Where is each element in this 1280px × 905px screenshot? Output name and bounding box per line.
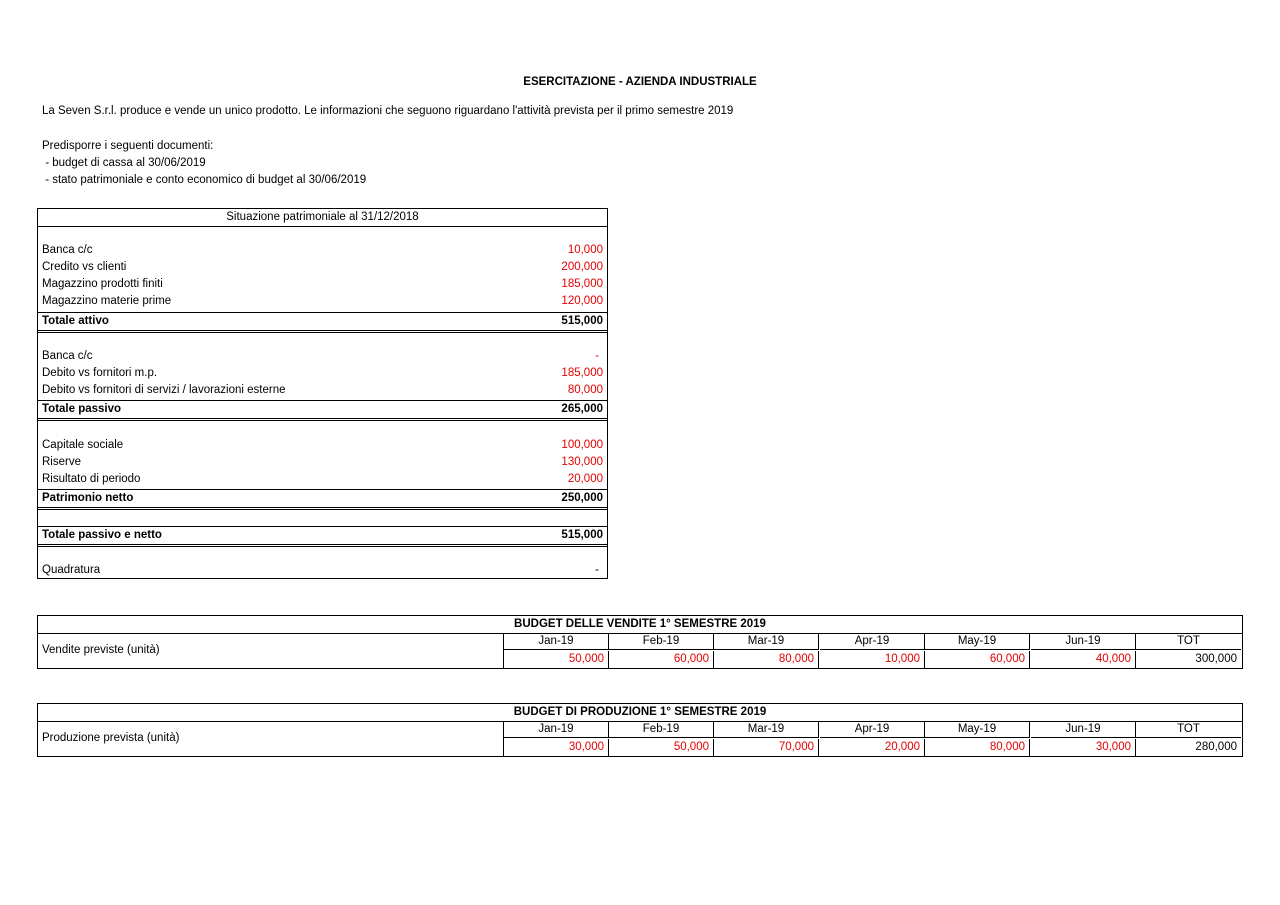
- month-header: Mar-19: [714, 721, 819, 738]
- month-header: Feb-19: [609, 633, 714, 650]
- production-budget-table: [37, 703, 1243, 757]
- row-label: Banca c/c: [42, 350, 93, 362]
- total-row: [38, 489, 607, 510]
- total-header: TOT: [1136, 633, 1241, 650]
- table-row: [38, 259, 607, 276]
- month-value: 30,000: [1031, 739, 1136, 756]
- row-value: 515,000: [561, 529, 603, 541]
- table-row: [38, 382, 607, 399]
- table-row: [38, 437, 607, 454]
- row-value: 20,000: [567, 473, 603, 485]
- month-value: 50,000: [504, 651, 609, 668]
- balance-sheet-header: Situazione patrimoniale al 31/12/2018: [38, 209, 607, 227]
- row-value: 265,000: [561, 403, 603, 415]
- row-value: 185,000: [561, 278, 603, 290]
- row-label: Debito vs fornitori di servizi / lavorazioni esterne: [42, 384, 286, 396]
- table-row: [38, 562, 607, 579]
- table-row: [38, 348, 607, 365]
- month-value: 40,000: [1031, 651, 1136, 668]
- month-header: Jun-19: [1031, 721, 1136, 738]
- total-row: [38, 400, 607, 421]
- month-value: 50,000: [609, 739, 714, 756]
- table-row: [38, 365, 607, 382]
- row-label: Banca c/c: [42, 244, 93, 256]
- month-value: 70,000: [714, 739, 819, 756]
- month-value: 20,000: [820, 739, 925, 756]
- row-value: 250,000: [561, 492, 603, 504]
- table-row: [38, 471, 607, 488]
- sales-budget-header: BUDGET DELLE VENDITE 1° SEMESTRE 2019: [38, 616, 1242, 634]
- row-label: Magazzino prodotti finiti: [42, 278, 163, 290]
- month-header: Mar-19: [714, 633, 819, 650]
- table-row: [38, 454, 607, 471]
- row-value: 80,000: [567, 384, 603, 396]
- page-title: ESERCITAZIONE - AZIENDA INDUSTRIALE: [523, 76, 757, 88]
- table-row: [38, 242, 607, 259]
- total-value: 280,000: [1195, 741, 1237, 753]
- instructions-heading: Predisporre i seguenti documenti:: [42, 140, 214, 152]
- instruction-item: - budget di cassa al 30/06/2019: [42, 157, 206, 169]
- month-header: Apr-19: [820, 721, 925, 738]
- month-header: May-19: [925, 721, 1030, 738]
- row-label: Totale passivo e netto: [42, 529, 162, 541]
- row-label: Capitale sociale: [42, 439, 124, 451]
- total-row: [38, 526, 607, 547]
- month-header: Jan-19: [504, 721, 609, 738]
- row-label: Risultato di periodo: [42, 473, 141, 485]
- row-label: Debito vs fornitori m.p.: [42, 367, 158, 379]
- month-header: Jan-19: [504, 633, 609, 650]
- row-value: 185,000: [561, 367, 603, 379]
- row-value: 200,000: [561, 261, 603, 273]
- row-label: Riserve: [42, 456, 81, 468]
- month-value: 80,000: [714, 651, 819, 668]
- instruction-item: - stato patrimoniale e conto economico di budget al 30/06/2019: [42, 174, 367, 186]
- month-header: Jun-19: [1031, 633, 1136, 650]
- table-row: [38, 293, 607, 310]
- row-value: 130,000: [561, 456, 603, 468]
- total-header: TOT: [1136, 721, 1241, 738]
- row-label: Totale passivo: [42, 403, 122, 415]
- production-row-label: Produzione prevista (unità): [38, 721, 504, 756]
- row-value: 515,000: [561, 315, 603, 327]
- row-value: -: [595, 564, 599, 576]
- production-budget-header: BUDGET DI PRODUZIONE 1° SEMESTRE 2019: [38, 704, 1242, 722]
- row-value: -: [595, 350, 599, 362]
- month-value: 30,000: [504, 739, 609, 756]
- row-label: Magazzino materie prime: [42, 295, 172, 307]
- total-value: 300,000: [1195, 653, 1237, 665]
- row-label: Quadratura: [42, 564, 101, 576]
- row-value: 10,000: [567, 244, 603, 256]
- month-value: 60,000: [609, 651, 714, 668]
- total-row: [38, 312, 607, 333]
- row-label: Credito vs clienti: [42, 261, 127, 273]
- row-value: 120,000: [561, 295, 603, 307]
- balance-sheet-table: [37, 208, 608, 579]
- sales-row-label: Vendite previste (unità): [38, 633, 504, 668]
- month-header: Apr-19: [820, 633, 925, 650]
- intro-text: La Seven S.r.l. produce e vende un unico prodotto. Le informazioni che seguono riguardano l'attività prevista per il primo semestre 2019: [42, 105, 734, 117]
- row-label: Totale attivo: [42, 315, 109, 327]
- row-label: Patrimonio netto: [42, 492, 134, 504]
- month-value: 80,000: [925, 739, 1030, 756]
- row-value: 100,000: [561, 439, 603, 451]
- month-value: 60,000: [925, 651, 1030, 668]
- sales-budget-table: [37, 615, 1243, 669]
- table-row: [38, 276, 607, 293]
- month-value: 10,000: [820, 651, 925, 668]
- month-header: May-19: [925, 633, 1030, 650]
- month-header: Feb-19: [609, 721, 714, 738]
